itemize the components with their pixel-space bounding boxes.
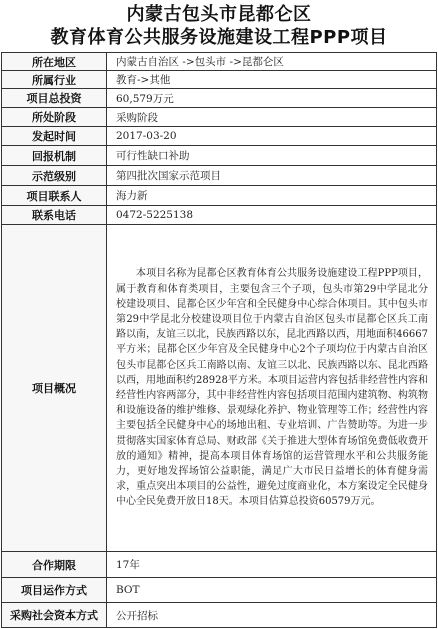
- table-row: [2, 603, 437, 628]
- row-value-stage: 采购阶段: [107, 108, 437, 127]
- row-value-total-investment: 60,579万元: [107, 89, 437, 108]
- row-label-phone: 联系电话: [2, 206, 107, 225]
- table-row: [2, 186, 437, 206]
- table-row: [2, 108, 437, 127]
- table-row: [2, 146, 437, 166]
- row-value-region: 内蒙古自治区 ->包头市 ->昆都仑区: [107, 53, 437, 71]
- title-line-1: 内蒙古包头市昆都仑区: [126, 4, 312, 25]
- row-label-start-date: 发起时间: [2, 127, 107, 146]
- project-info-table: [1, 52, 437, 628]
- table-row: [2, 166, 437, 186]
- table-row: [2, 53, 437, 71]
- row-value-contact: 海力新: [107, 186, 437, 206]
- row-value-phone: 0472-5225138: [107, 206, 437, 225]
- table-row: [2, 225, 437, 552]
- row-value-cooperation-period: 17年: [107, 552, 437, 578]
- row-label-region: 所在地区: [2, 53, 107, 71]
- row-label-total-investment: 项目总投资: [2, 89, 107, 108]
- row-label-contact: 项目联系人: [2, 186, 107, 206]
- row-value-operation-mode: BOT: [107, 578, 437, 603]
- project-overview-text: 本项目名称为昆都仑区教育体育公共服务设施建设工程PPP项目，属于教育和体育类项目，主要包含三个子项，包头市第29中学昆北分校建设项目、昆都仑区少年宫和全民健身中心综合体项目。其中包头市第29中学昆北分校建设项目位于内蒙古自治区包头市昆都仑区兵工南路以南，友谊三以北，民族西路以东，昆北西路以西，用地面积46667平方米；昆都仑区少年宫及全民健身中心2个子项均位于内蒙古自治区包头市昆都仑区兵工南路以南、友谊三以北、民族西路以东、昆北西路以西，用地面积约28928平方米。本项目运营内容包括非经营性内容和经营性内容两部分，其中非经营性内容包括项目范围内建筑物、构筑物和设施设备的维护维修、景观绿化养护、物业管理等工作；经营性内容主要包括全民健身中心的场地出租、专业培训、广告赞助等。为进一步贯彻落实国家体育总局、财政部《关于推进大型体育场馆免费低收费开放的通知》精神，提高本项目体育场馆的运营管理水平和公共服务能力，更好地发挥场馆公益职能，满足广大市民日益增长的体育健身需求，重点突出本项目的公益性，避免过度商业化，本方案设定全民健身中心全民免费开放日18天。本项目估算总投资60579万元。: [107, 225, 437, 552]
- row-label-stage: 所处阶段: [2, 108, 107, 127]
- table-row: [2, 206, 437, 225]
- table-row: [2, 89, 437, 108]
- table-row: [2, 71, 437, 89]
- title-line-2: 教育体育公共服务设施建设工程PPP项目: [50, 27, 388, 48]
- row-label-demo-level: 示范级别: [2, 166, 107, 186]
- row-value-return-mechanism: 可行性缺口补助: [107, 146, 437, 166]
- row-value-industry: 教育->其他: [107, 71, 437, 89]
- table-row: [2, 578, 437, 603]
- row-label-operation-mode: 项目运作方式: [2, 578, 107, 603]
- row-label-overview: 项目概况: [2, 225, 107, 552]
- table-row: [2, 552, 437, 578]
- row-label-procurement-method: 采购社会资本方式: [2, 603, 107, 628]
- row-value-demo-level: 第四批次国家示范项目: [107, 166, 437, 186]
- row-label-cooperation-period: 合作期限: [2, 552, 107, 578]
- row-value-start-date: 2017-03-20: [107, 127, 437, 146]
- row-label-return-mechanism: 回报机制: [2, 146, 107, 166]
- row-label-industry: 所属行业: [2, 71, 107, 89]
- table-row: [2, 127, 437, 146]
- row-value-procurement-method: 公开招标: [107, 603, 437, 628]
